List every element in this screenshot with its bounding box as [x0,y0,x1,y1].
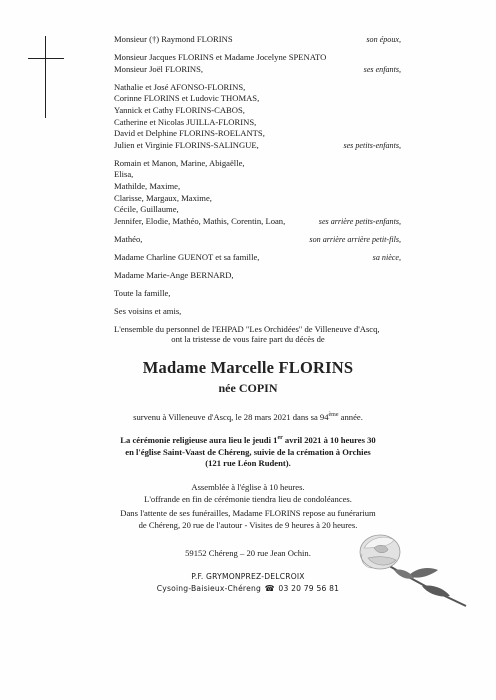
family-line: Yannick et Cathy FLORINS-CABOS, [114,104,245,115]
family-line: Ses voisins et amis, [114,306,182,317]
family-line: Toute la famille, [114,288,171,299]
family-line: Mathilde, Maxime, [114,181,181,192]
family-line: Monsieur Joël FLORINS, ses enfants, [114,63,401,74]
family-line: Romain et Manon, Marine, Abigaëlle, [114,157,245,168]
family-line: Corinne FLORINS et Ludovic THOMAS, [114,93,260,104]
assembly-details: Assemblée à l'église à 10 heures. L'offrande en fin de cérémonie tiendra lieu de condoléances. [144,482,352,504]
family-line: Cécile, Guillaume, [114,204,179,215]
rose-image [356,518,468,610]
repose-details: Dans l'attente de ses funérailles, Madame FLORINS repose au funérarium de Chéreng, 20 rue de l'autour - Visites de 9 heures à 20 heures. [120,508,376,530]
family-list [114,34,401,342]
funeral-home-city: Cysoing-Baisieux-Chéreng [156,584,261,593]
family-line: Elisa, [114,169,134,180]
maiden-name: née COPIN [218,381,278,395]
family-line: David et Delphine FLORINS-ROELANTS, [114,128,265,139]
announcement-text: ont la tristesse de vous faire part du décès de [171,334,325,344]
funeral-home-name: P.F. GRYMONPREZ-DELCROIX [191,572,305,581]
family-line: Nathalie et José AFONSO-FLORINS, [114,81,246,92]
cross-icon [28,36,64,118]
family-line: Madame Marie-Ange BERNARD, [114,270,234,281]
family-line: Monsieur (†) Raymond FLORINS son époux, [114,34,401,44]
family-line: Jennifer, Elodie, Mathéo, Mathis, Corentin, Loan, ses arrière petits-enfants, [114,215,401,226]
family-line: Julien et Virginie FLORINS-SALINGUE, ses petits-enfants, [114,139,401,150]
family-line: Mathéo, son arrière arrière petit-fils, [114,233,401,244]
family-line: Monsieur Jacques FLORINS et Madame Jocelyne SPENATO [114,52,327,63]
family-line: L'ensemble du personnel de l'EHPAD "Les Orchidées" de Villeneuve d'Ascq, [114,324,380,335]
family-line: Catherine et Nicolas JUILLA-FLORINS, [114,116,257,127]
deceased-name: Madame Marcelle FLORINS [142,358,354,377]
funeral-home-phone: 03 20 79 56 81 [278,584,340,593]
ceremony-details: La cérémonie religieuse aura lieu le jeudi 1er avril 2021 à 10 heures 30 en l'église Saint-Vaast de Chéreng, suivie de la crémation à Orchies (121 rue Léon Rudent). [120,434,376,469]
home-address: 59152 Chéreng – 20 rue Jean Ochin. [185,548,311,558]
telephone-icon: ☎ [264,584,275,593]
family-line: Clarisse, Margaux, Maxime, [114,192,212,203]
death-notice: survenu à Villeneuve d'Ascq, le 28 mars 2021 dans sa 94ème année. [133,412,363,422]
family-line: Madame Charline GUENOT et sa famille, sa nièce, [114,252,401,262]
